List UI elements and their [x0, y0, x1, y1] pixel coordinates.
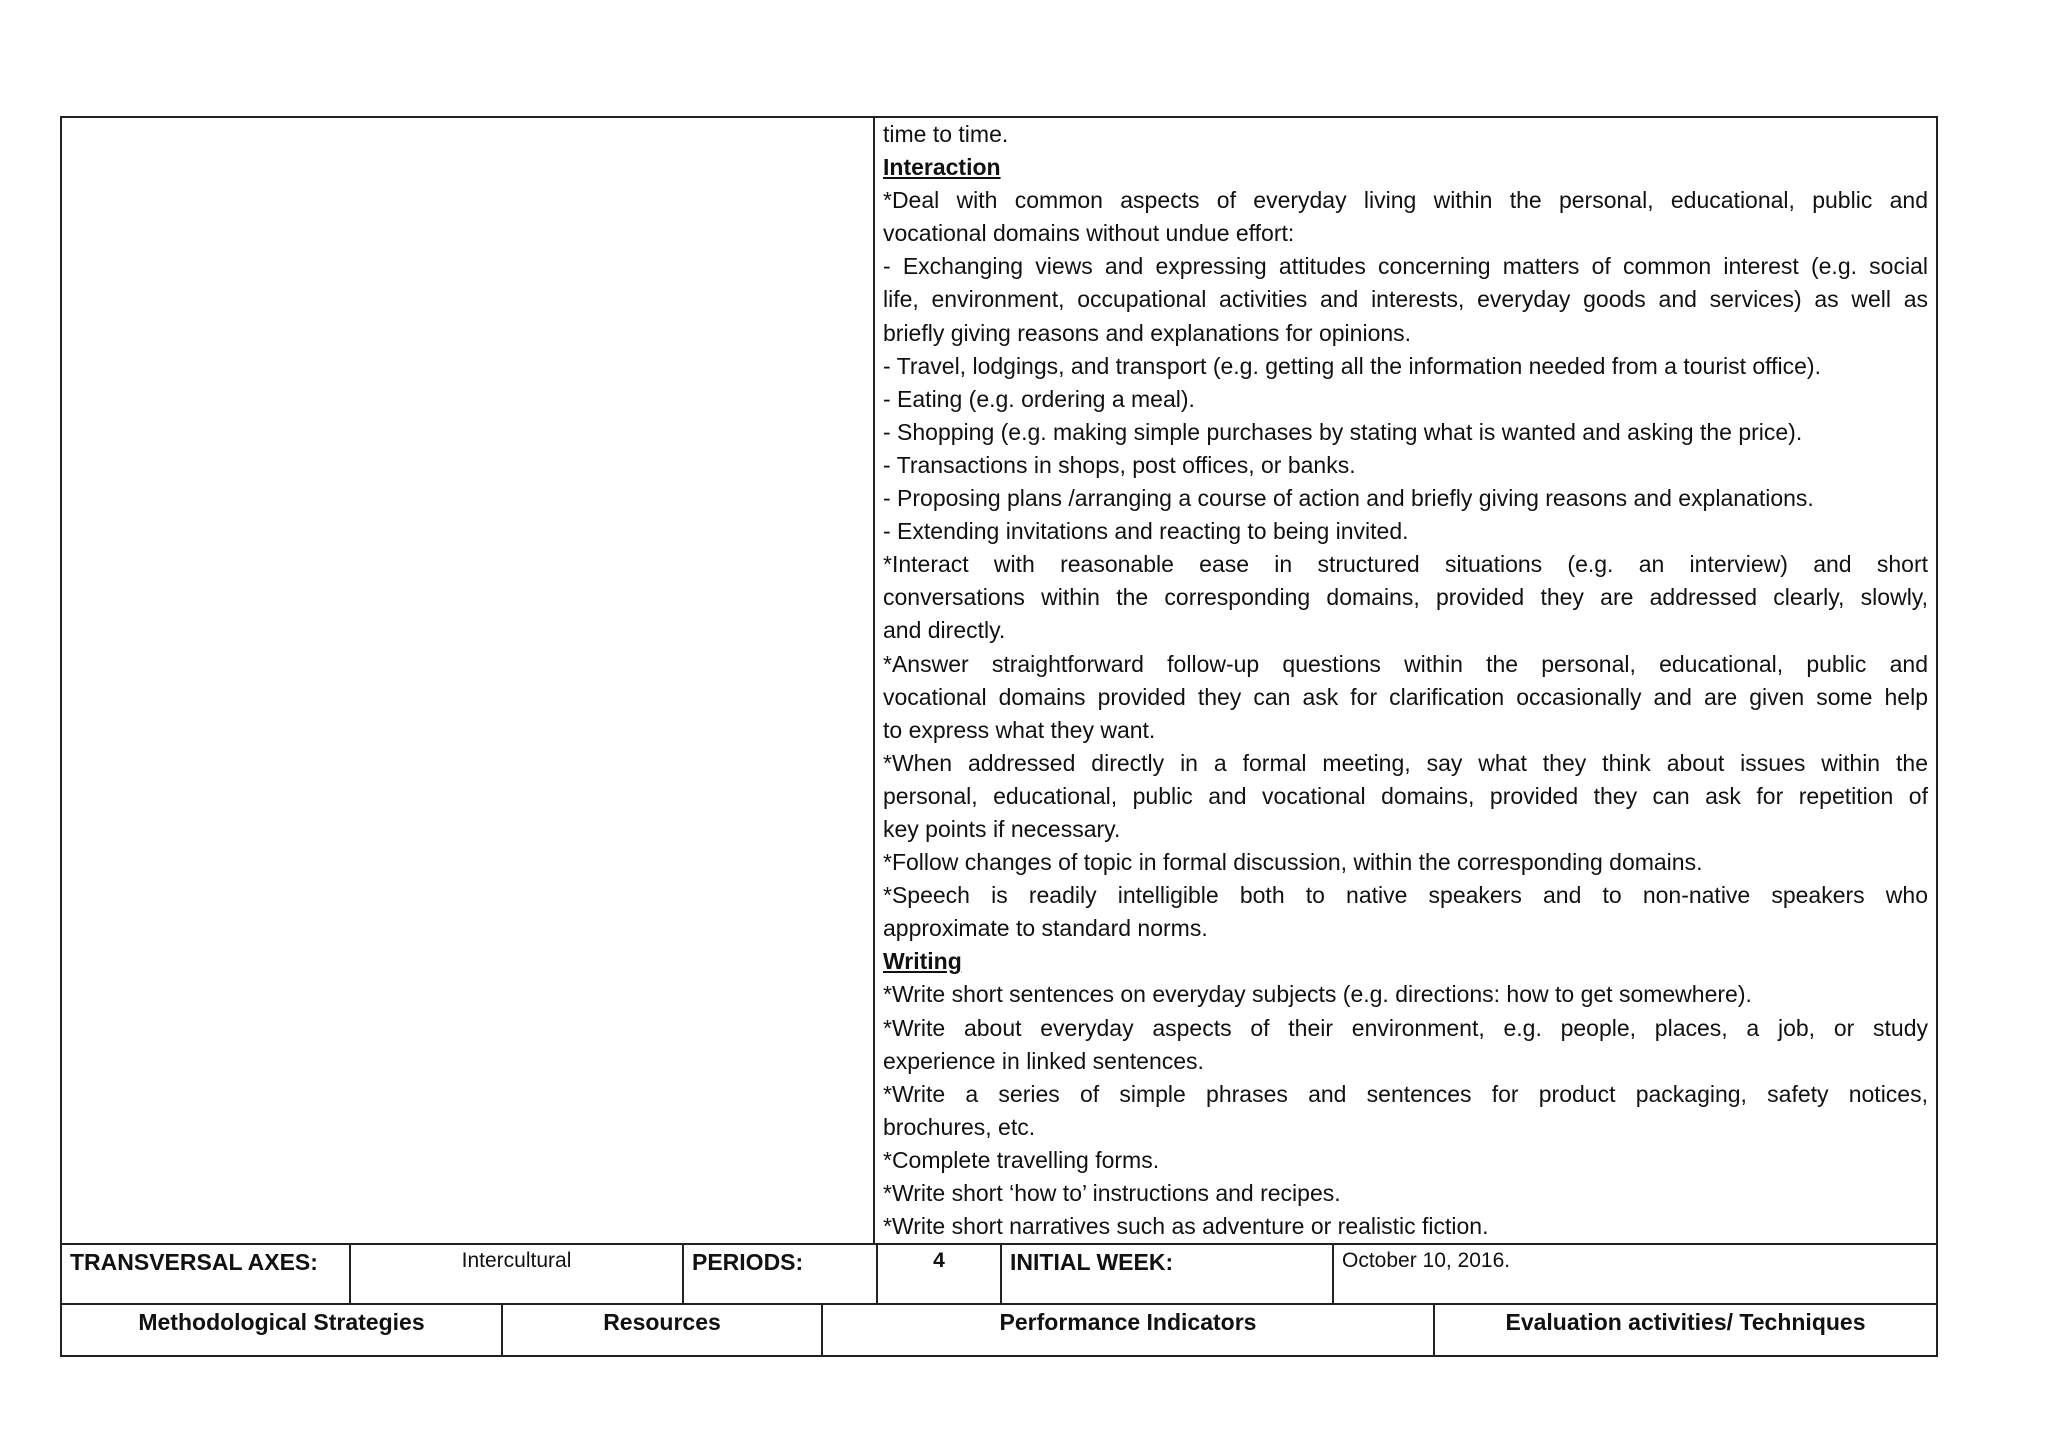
text-line: *Interact with reasonable ease in structured situations (e.g. an interview) and short [883, 551, 1928, 578]
text-line: approximate to standard norms. [883, 915, 1208, 942]
section-heading-writing: Writing [883, 948, 962, 975]
header-evaluation-activities: Evaluation activities/ Techniques [1505, 1309, 1866, 1335]
text-line: *Write short sentences on everyday subjects (e.g. directions: how to get somewhere). [883, 981, 1752, 1008]
text-line: to express what they want. [883, 716, 1156, 743]
column-divider [873, 118, 875, 1243]
info-row [60, 1243, 1938, 1305]
text-line: *Write a series of simple phrases and sentences for product packaging, safety notices, [883, 1080, 1928, 1107]
text-line: experience in linked sentences. [883, 1047, 1204, 1074]
content-box [60, 116, 1938, 1243]
transversal-axes-label: TRANSVERSAL AXES: [62, 1245, 351, 1303]
text-line: brochures, etc. [883, 1113, 1036, 1140]
text-line: *Write short narratives such as adventure or realistic fiction. [883, 1213, 1489, 1240]
transversal-axes-value: Intercultural [351, 1245, 684, 1303]
text-line: - Exchanging views and expressing attitudes concerning matters of common interest (e.g. social [883, 253, 1928, 280]
header-resources: Resources [503, 1305, 823, 1355]
text-line: - Travel, lodgings, and transport (e.g. getting all the information needed from a tourist office). [883, 352, 1821, 379]
section-heading-interaction: Interaction [883, 154, 1001, 181]
text-line: briefly giving reasons and explanations for opinions. [883, 319, 1412, 346]
text-line: *Complete travelling forms. [883, 1146, 1160, 1173]
text-line: conversations within the corresponding domains, provided they are addressed clearly, slowly, [883, 584, 1928, 611]
skills-description [883, 118, 1928, 1243]
text-line: and directly. [883, 617, 1006, 644]
table-header-row [60, 1305, 1938, 1357]
text-line: *Write short ‘how to’ instructions and recipes. [883, 1180, 1341, 1206]
text-line: vocational domains without undue effort: [883, 220, 1295, 247]
text-line: - Transactions in shops, post offices, or banks. [883, 451, 1356, 478]
text-line: *Answer straightforward follow-up questions within the personal, educational, public and [883, 650, 1928, 677]
text-line: - Shopping (e.g. making simple purchases by stating what is wanted and asking the price). [883, 418, 1803, 445]
header-performance-indicators: Performance Indicators [823, 1305, 1435, 1355]
initial-week-value: October 10, 2016. [1342, 1249, 1511, 1272]
periods-value: 4 [878, 1245, 1002, 1303]
text-line: - Eating (e.g. ordering a meal). [883, 385, 1195, 412]
text-line: key points if necessary. [883, 815, 1121, 842]
text-line: *Write about everyday aspects of their environment, e.g. people, places, a job, or study [883, 1014, 1928, 1041]
text-line: vocational domains provided they can ask for clarification occasionally and are given some help [883, 683, 1928, 710]
text-line: *Speech is readily intelligible both to native speakers and to non-native speakers who [883, 882, 1928, 909]
periods-label: PERIODS: [684, 1245, 878, 1303]
text-line: time to time. [883, 121, 1009, 147]
text-line: - Proposing plans /arranging a course of action and briefly giving reasons and explanations. [883, 485, 1814, 512]
header-methodological-strategies: Methodological Strategies [62, 1305, 503, 1355]
text-line: life, environment, occupational activities and interests, everyday goods and services) as well as [883, 286, 1928, 313]
text-line: *Deal with common aspects of everyday living within the personal, educational, public and [883, 187, 1928, 214]
text-line: - Extending invitations and reacting to being invited. [883, 518, 1409, 545]
text-line: *Follow changes of topic in formal discussion, within the corresponding domains. [883, 849, 1703, 876]
text-line: *When addressed directly in a formal meeting, say what they think about issues within the [883, 749, 1928, 776]
text-line: personal, educational, public and vocational domains, provided they can ask for repetition of [883, 782, 1928, 809]
initial-week-label: INITIAL WEEK: [1002, 1245, 1334, 1303]
